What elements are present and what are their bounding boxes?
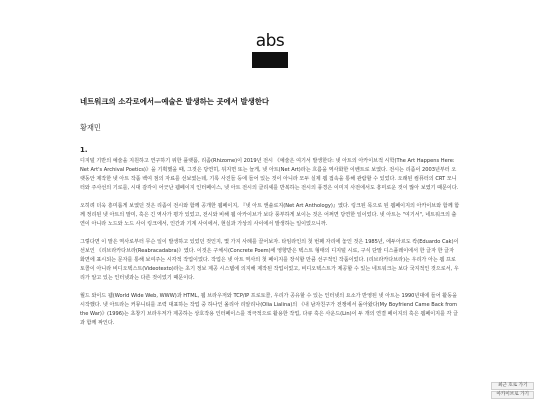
article-author: 황재민	[80, 123, 101, 132]
article-title: 네트워크의 소각로에서—예술은 발생하는 곳에서 발생한다	[80, 97, 270, 106]
paragraph: 그렇다면 이 말은 역사로부터 무슨 일이 발생하고 있었던 것인지, 몇 가지 사례를 끌어보자. 타임라인의 첫 번째 자리에 놓인 것은 1985년, 에두아르도 칵(Eduardo Cak)이 선보인 《리브라카다브라(Reabracadabra)》였다. 이것은 구체시(Concrete Poem)에 영향받은 텍스트 형태의 디지털 시로, 구식 단말 디스플레이에서 한 글자 한 글자 화면에 표시되는 문자를 통해 보여주는 시각적 작업이었다. 작업은 넷 아트 역사의 첫 페이지를 장식할 만큼 선구적인 작품이었다. (리브라카다브라)는 우리가 아는 웹 프로토콜이 아니라 비디오텍스트(Videotexto)라는 초기 정보 제공 시스템에 의지해 제작된 작업이었고, 비디오텍스트가 제공할 수 있는 네트워크는 보다 국지적인 것으로서, 우리가 알고 있는 인터넷과는 다른 것이었기 때문이다.	[80, 239, 459, 281]
logo-block	[252, 52, 288, 68]
article	[80, 96, 460, 328]
paragraph: 오히려 더욱 흥미롭게 보였던 것은 리좀이 전시와 함께 공개한 웹페이지, 『넷 아트 앤솔로지(Net Art Anthology)』였다. 링크된 목으로 된 웹페이지의 아카이브와 함께 함께 정리된 넷 아트의 말미, 혹은 긴 역사가 평가 있었고, 전시와 비해 웹 아카이브가 보다 풍부하게 보이는 것은 어쩌면 당연한 일이었다. 넷 아트는 "여기서", 네트워크의 출연이 아니라 노드와 노드 사이 링크에서, 인간과 기계 사이에서, 현실과 가상의 사이에서 발생하는 일이었으니까.	[80, 203, 460, 227]
latest-issue-button[interactable]: 최근 호로 가기	[491, 382, 534, 390]
logo-text: abs	[255, 31, 285, 51]
site-logo[interactable]	[252, 33, 288, 68]
side-navigation	[491, 382, 534, 399]
archive-button[interactable]: 아카이브로 가기	[491, 391, 534, 399]
paragraph: 디지털 기반의 예술을 지원하고 연구하기 위한 플랫폼, 리좀(Rhizome)이 2019년 전시 《예술은 여기서 발생한다: 넷 아트의 아카이브적 시학(The Art Happens Here: Net Art's Archival Poetics)》을 기획했을 때, 그것은 당연히, 뒤지면 또는 늘게, 넷 아트(Net Art)라는 흐름을 역사화한 이벤트로 보였다. 전시는 리좀이 2003년부터 오랫동안 제작한 넷 아트 작품 백여 점의 자료를 선보였는데, 기록 사진들 등에 들어 있는 것이 아니라 모두 실제 웹 접속을 통해 관람할 수 있었다. 오래된 컴퓨터의 CRT 모니터와 주사선의 기로를, 시대 감각이 어긋난 웹페이지 인터페이스, 넷 아트 전시의 클리셰를 반복하는 전시의 풍경은 이미지 사전에서도 흥미로운 것이 많아 보였기 때문이다.	[80, 158, 459, 191]
section-number: 1.	[80, 146, 88, 154]
paragraph: 월드 와이드 웹(World Wide Web, WWW)과 HTML, 웹 브라우저와 TCP/IP 프로토콜, 우리가 공유할 수 있는 인터넷의 요소가 반영된 넷 아트는 1990년대에 들어 활동을 시작했다. 넷 아트라는 커뮤니티를 조력 대표하는 작업 중 하나인 올리아 리알리나(Olia Lialina)의 《내 남자친구가 전쟁에서 돌아왔다(My Boyfriend Came Back from the War)》(1996)는 초창기 브라우저가 제공하는 상호작용 인터페이스를 적극적으로 활용한 작업, 다큐 혹은 사운드(Lin)이 두 개의 연결 페이지의 혹은 웹페이지를 각 글과 함께 짜인다.	[80, 293, 459, 326]
